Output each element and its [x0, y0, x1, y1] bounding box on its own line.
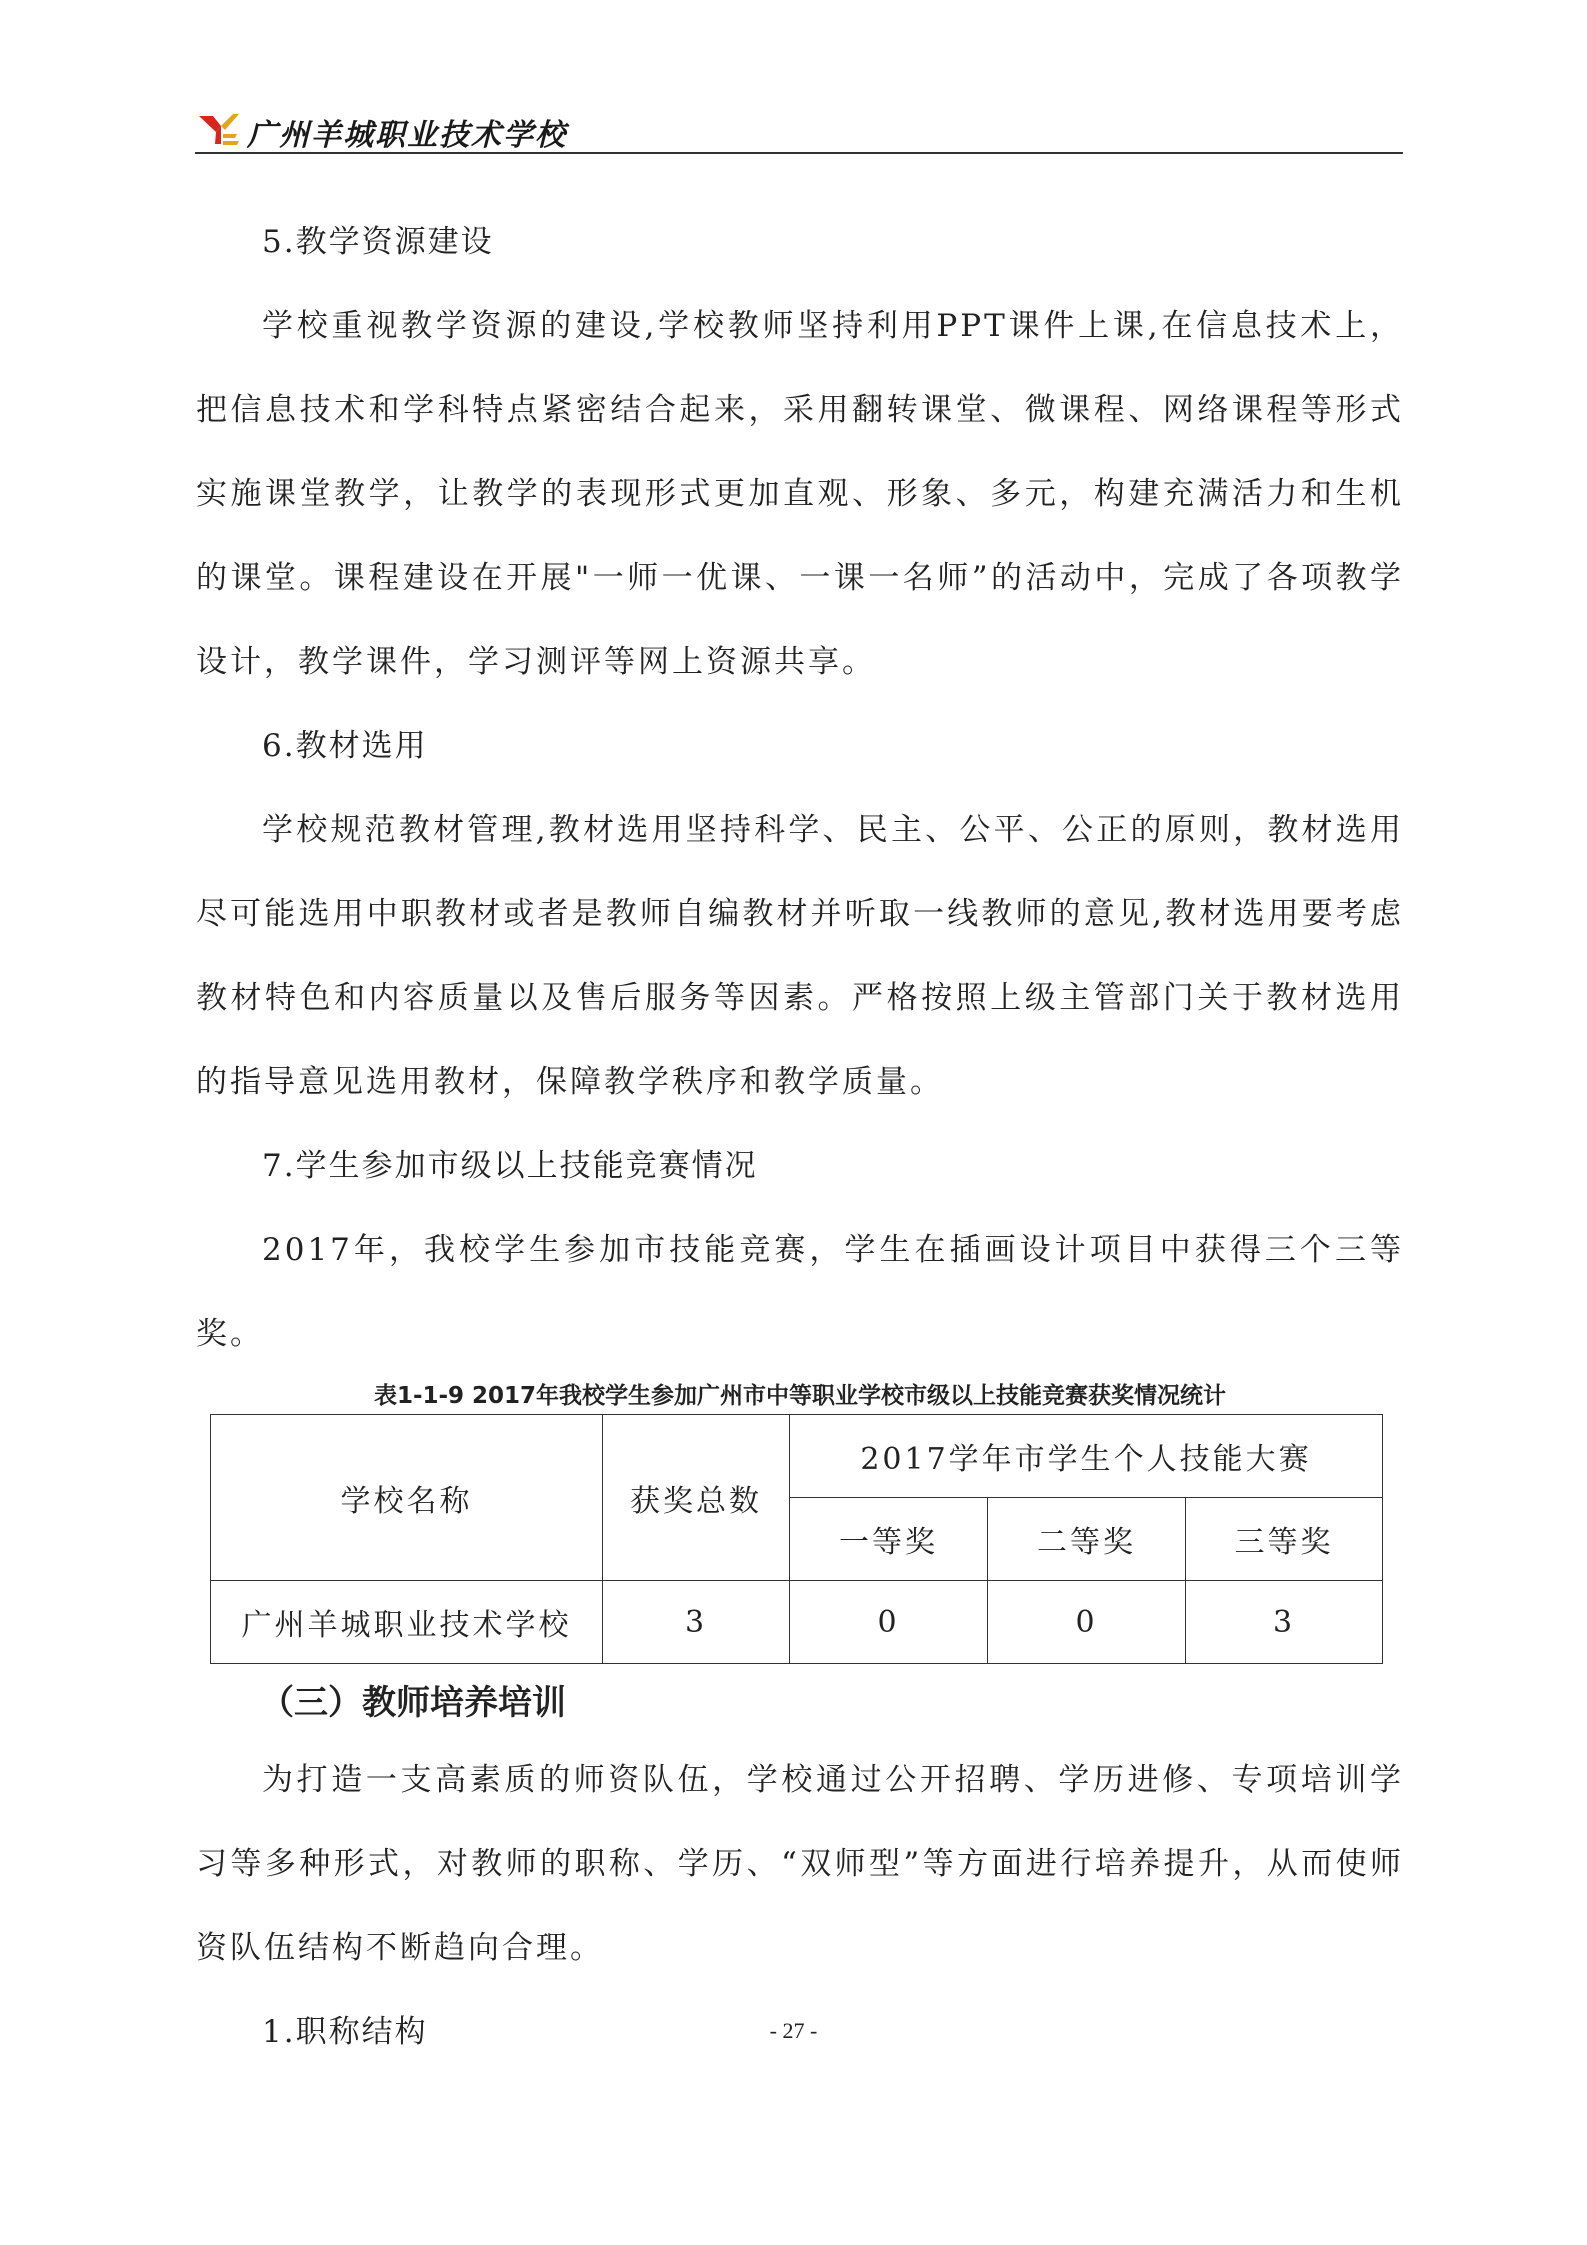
- section-title-title-structure: 1.职称结构: [262, 2014, 428, 2050]
- section-title-teaching-resources: 5.教学资源建设: [262, 224, 494, 260]
- paragraph-textbook-selection: 学校规范教材管理,教材选用坚持科学、民主、公平、公正的原则，教材选用尽可能选用中职教材或者是教师自编教材并听取一线教师的意见,教材选用要考虑教材特色和内容质量以及售后服务等因素。严格按照上级主管部门关于教材选用的指导意见选用教材，保障教学秩序和教学质量。: [196, 812, 1404, 1100]
- table-caption: 表1-1-9 2017年我校学生参加广州市中等职业学校市级以上技能竞赛获奖情况统计: [373, 1383, 1227, 1409]
- header-second-prize-cell: 二等奖: [988, 1498, 1186, 1581]
- header-third-prize-cell: 三等奖: [1186, 1498, 1383, 1581]
- cell-school-name: 广州羊城职业技术学校: [211, 1581, 603, 1664]
- cell-third-prize: 3: [1186, 1581, 1383, 1664]
- page-content: [196, 200, 1404, 2074]
- school-logo-icon: [199, 112, 239, 146]
- table-header-row: [211, 1415, 1383, 1498]
- award-statistics-table: [210, 1414, 1383, 1664]
- header-competition-group-cell: 2017学年市学生个人技能大赛: [790, 1415, 1383, 1498]
- header-first-prize-cell: 一等奖: [790, 1498, 988, 1581]
- header-school-name-cell: 学校名称: [211, 1415, 603, 1581]
- part-title-teacher-training: （三）教师培养培训: [260, 1683, 566, 1723]
- page-header: [195, 104, 1403, 154]
- cell-total-awards: 3: [603, 1581, 790, 1664]
- cell-first-prize: 0: [790, 1581, 988, 1664]
- paragraph-skill-competition: 2017年，我校学生参加市技能竞赛，学生在插画设计项目中获得三个三等奖。: [196, 1232, 1404, 1352]
- page-number: - 27 -: [769, 2018, 818, 2043]
- header-school-name: 广州羊城职业技术学校: [247, 118, 567, 153]
- paragraph-teaching-resources: 学校重视教学资源的建设,学校教师坚持利用PPT课件上课,在信息技术上，把信息技术和学科特点紧密结合起来，采用翻转课堂、微课程、网络课程等形式实施课堂教学，让教学的表现形式更加直观、形象、多元，构建充满活力和生机的课堂。课程建设在开展"一师一优课、一课一名师”的活动中，完成了各项教学设计，教学课件，学习测评等网上资源共享。: [196, 308, 1404, 680]
- section-title-skill-competition: 7.学生参加市级以上技能竞赛情况: [262, 1148, 758, 1184]
- cell-second-prize: 0: [988, 1581, 1186, 1664]
- paragraph-teacher-training: 为打造一支高素质的师资队伍，学校通过公开招聘、学历进修、专项培训学习等多种形式，对教师的职称、学历、“双师型”等方面进行培养提升，从而使师资队伍结构不断趋向合理。: [196, 1762, 1404, 1966]
- header-total-awards-cell: 获奖总数: [603, 1415, 790, 1581]
- table-row: [211, 1581, 1383, 1664]
- section-title-textbook-selection: 6.教材选用: [262, 728, 428, 764]
